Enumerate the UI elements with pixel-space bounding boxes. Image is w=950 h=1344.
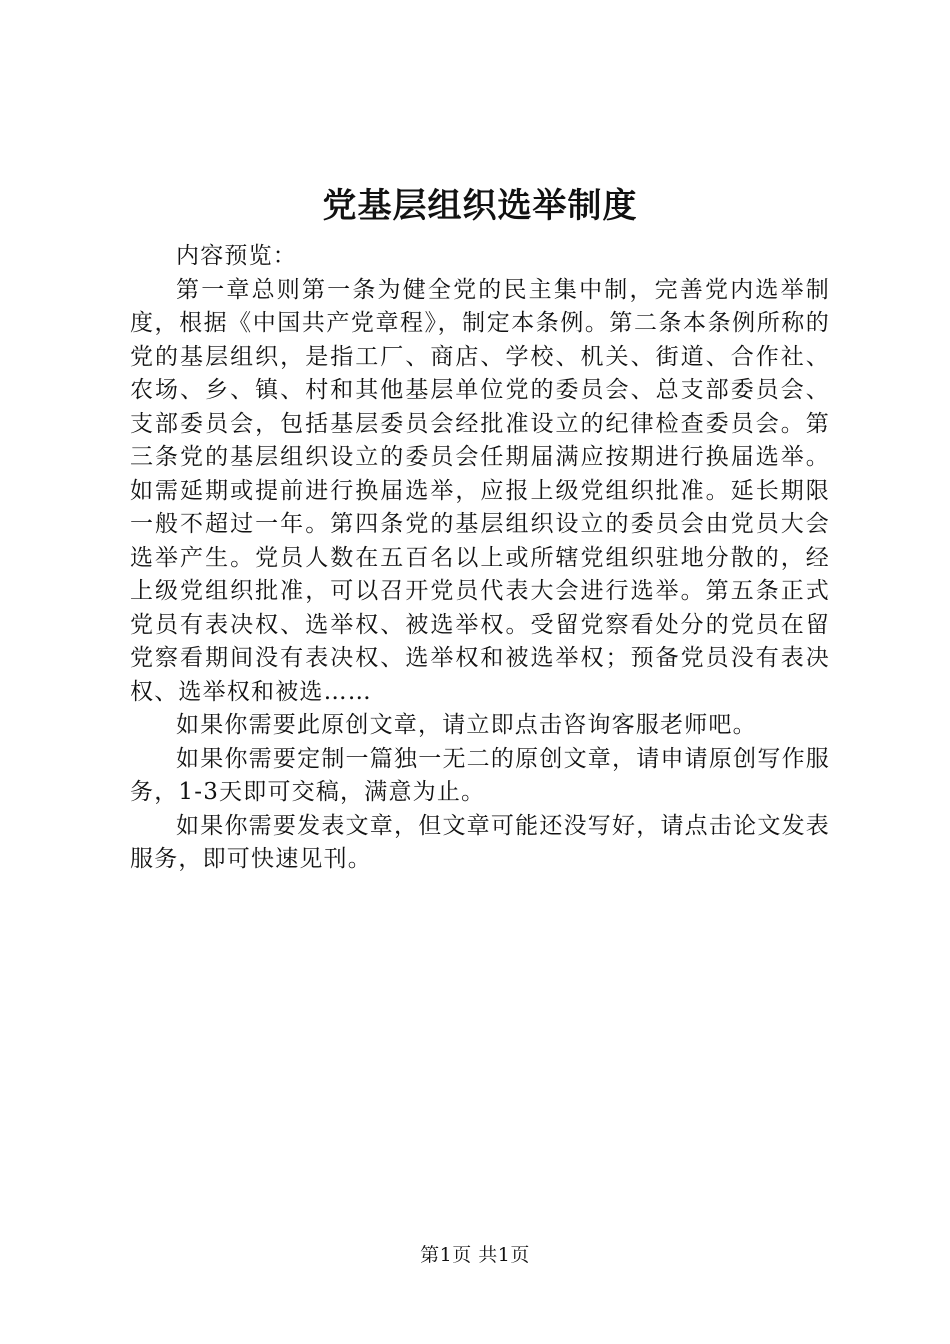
document-title: 党基层组织选举制度 [322,186,638,226]
body-paragraph: 第一章总则第一条为健全党的民主集中制，完善党内选举制度，根据《中国共产党章程》，制定本条例。第二条本条例所称的党的基层组织，是指工厂、商店、学校、机关、街道、合作社、农场、乡、镇、村和其他基层单位党的委员会、总支部委员会、支部委员会，包括基层委员会经批准设立的纪律检查委员会。第三条党的基层组织设立的委员会任期届满应按期进行换届选举。如需延期或提前进行换届选举，应报上级党组织批准。延长期限一般不超过一年。第四条党的基层组织设立的委员会由党员大会选举产生。党员人数在五百名以上或所辖党组织驻地分散的，经上级党组织批准，可以召开党员代表大会进行选举。第五条正式党员有表决权、选举权、被选举权。受留党察看处分的党员在留党察看期间没有表决权、选举权和被选举权；预备党员没有表决权、选举权和被选…… [130,276,830,705]
page-footer: 第1页 共1页 [420,1244,530,1266]
custom-writing-paragraph: 如果你需要定制一篇独一无二的原创文章，请申请原创写作服务，1-3天即可交稿，满意为止。 [130,745,830,805]
preview-label: 内容预览： [176,243,297,269]
consult-paragraph: 如果你需要此原创文章，请立即点击咨询客服老师吧。 [176,712,757,738]
publishing-paragraph: 如果你需要发表文章，但文章可能还没写好，请点击论文发表服务，即可快速见刊。 [130,812,830,872]
document-page [130,180,830,877]
